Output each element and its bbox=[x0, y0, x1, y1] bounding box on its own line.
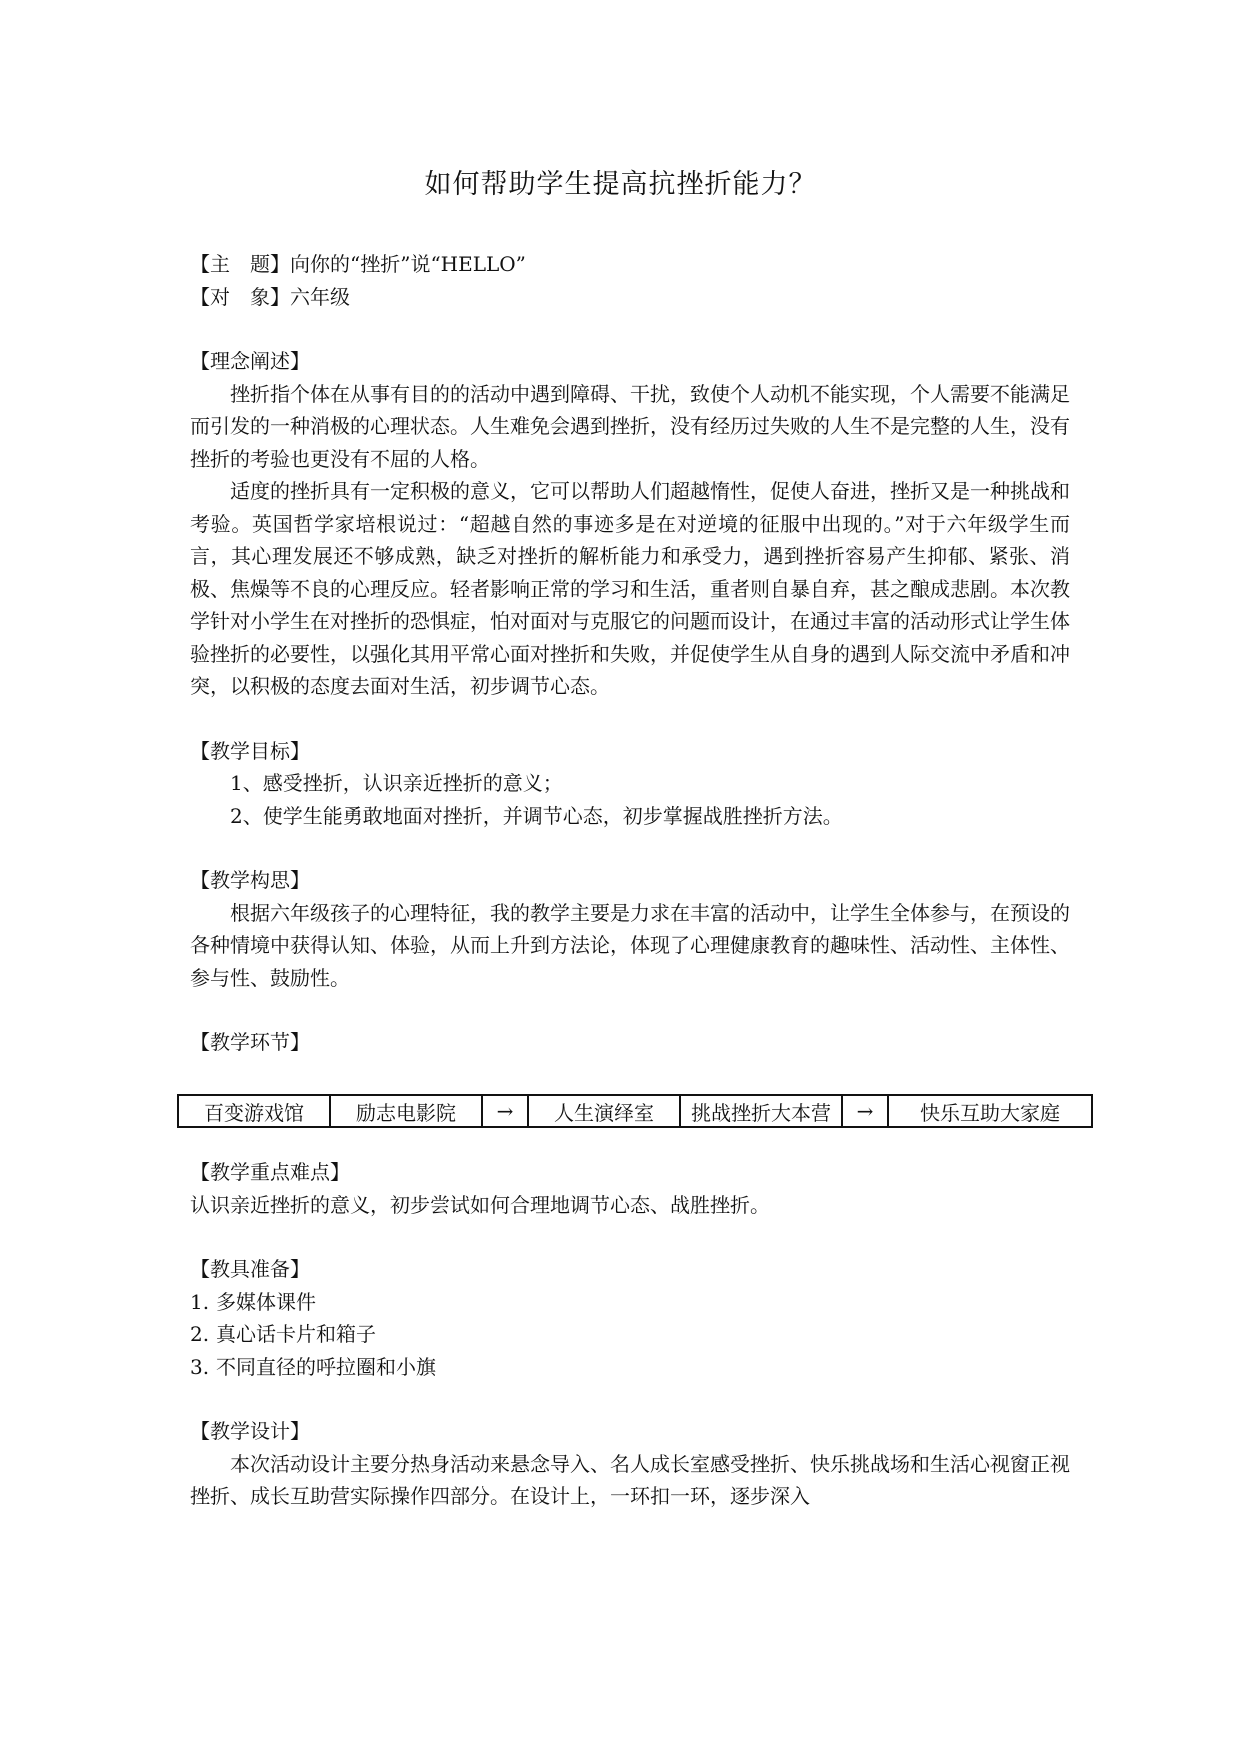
document-title: 如何帮助学生提高抗挫折能力？ bbox=[424, 169, 817, 200]
tool-item-2 bbox=[190, 1318, 1070, 1351]
goal-item-1: 1、感受挫折，认识亲近挫折的意义； bbox=[230, 771, 563, 795]
meta-audience bbox=[190, 281, 1070, 314]
step-cell-life-room: 人生演绎室 bbox=[528, 1095, 680, 1127]
meta-bracket-close: 】 bbox=[270, 284, 290, 309]
section-heading-concept: 【理念阐述】 bbox=[190, 349, 310, 373]
key-points-text: 认识亲近挫折的意义，初步尝试如何合理地调节心态、战胜挫折。 bbox=[190, 1192, 770, 1217]
tool-item-text: 不同直径的呼拉圈和小旗 bbox=[216, 1354, 436, 1379]
meta-topic bbox=[190, 248, 1070, 281]
tool-item-number: 1. bbox=[190, 1289, 210, 1314]
design-paragraph: 本次活动设计主要分热身活动来悬念导入、名人成长室感受挫折、快乐挑战场和生活心视窗正视挫折、成长互助营实际操作四部分。在设计上，一环扣一环，逐步深入 bbox=[190, 1451, 1070, 1508]
tool-item-3 bbox=[190, 1351, 1070, 1384]
meta-bracket-open: 【 bbox=[190, 252, 210, 276]
idea-paragraph: 根据六年级孩子的心理特征，我的教学主要是力求在丰富的活动中，让学生全体参与，在预设的各种情境中获得认知、体验，从而上升到方法论，体现了心理健康教育的趣味性、活动性、主体性、参与性、鼓励性。 bbox=[190, 900, 1070, 990]
step-arrow-2: → bbox=[842, 1095, 888, 1127]
step-cell-game-hall: 百变游戏馆 bbox=[178, 1095, 330, 1127]
tool-item-number: 2. bbox=[190, 1322, 210, 1346]
teaching-steps-row bbox=[178, 1095, 1092, 1127]
section-heading-tools: 【教具准备】 bbox=[190, 1257, 310, 1281]
meta-key-audience: 对象 bbox=[210, 284, 270, 309]
tool-item-1 bbox=[190, 1286, 1070, 1319]
section-heading-steps: 【教学环节】 bbox=[190, 1030, 310, 1054]
concept-paragraph-1: 挫折指个体在从事有目的的活动中遇到障碍、干扰，致使个人动机不能实现，个人需要不能满足而引发的一种消极的心理状态。人生难免会遇到挫折，没有经历过失败的人生不是完整的人生，没有挫折的考验也更没有不屈的人格。 bbox=[190, 381, 1070, 471]
document-body bbox=[190, 248, 1070, 1059]
meta-key-topic: 主题 bbox=[210, 252, 270, 276]
meta-bracket-open: 【 bbox=[190, 284, 210, 309]
meta-value-audience: 六年级 bbox=[290, 284, 350, 309]
step-cell-cinema: 励志电影院 bbox=[330, 1095, 482, 1127]
section-heading-goals: 【教学目标】 bbox=[190, 738, 310, 763]
tool-item-text: 多媒体课件 bbox=[216, 1289, 316, 1314]
concept-paragraph-2: 适度的挫折具有一定积极的意义，它可以帮助人们超越惰性，促使人奋进，挫折又是一种挑战和考验。英国哲学家培根说过：“超越自然的事迹多是在对逆境的征服中出现的。”对于六年级学生而言，其心理发展还不够成熟，缺乏对挫折的解析能力和承受力，遇到挫折容易产生抑郁、紧张、消极、焦燥等不良的心理反应。轻者影响正常的学习和生活，重者则自暴自弃，甚之酿成悲剧。本次教学针对小学生在对挫折的恐惧症，怕对面对与克服它的问题而设计，在通过丰富的活动形式让学生体验挫折的必要性，以强化其用平常心面对挫折和失败，并促使学生从自身的遇到人际交流中矛盾和冲突，以积极的态度去面对生活，初步调节心态。 bbox=[190, 479, 1070, 698]
document-body-continued bbox=[190, 1156, 1070, 1513]
step-cell-challenge-camp: 挑战挫折大本营 bbox=[680, 1095, 842, 1127]
section-heading-key-points: 【教学重点难点】 bbox=[190, 1160, 350, 1184]
step-arrow-1: → bbox=[482, 1095, 528, 1127]
section-heading-idea: 【教学构思】 bbox=[190, 868, 310, 892]
section-heading-design: 【教学设计】 bbox=[190, 1419, 310, 1443]
goal-item-2: 2、使学生能勇敢地面对挫折，并调节心态，初步掌握战胜挫折方法。 bbox=[230, 803, 843, 828]
tool-item-number: 3. bbox=[190, 1354, 210, 1379]
teaching-steps-table bbox=[177, 1094, 1093, 1128]
meta-value-topic: 向你的“挫折”说“HELLO” bbox=[290, 252, 526, 276]
meta-bracket-close: 】 bbox=[270, 252, 290, 276]
tool-item-text: 真心话卡片和箱子 bbox=[216, 1322, 376, 1346]
step-cell-family: 快乐互助大家庭 bbox=[888, 1095, 1092, 1127]
